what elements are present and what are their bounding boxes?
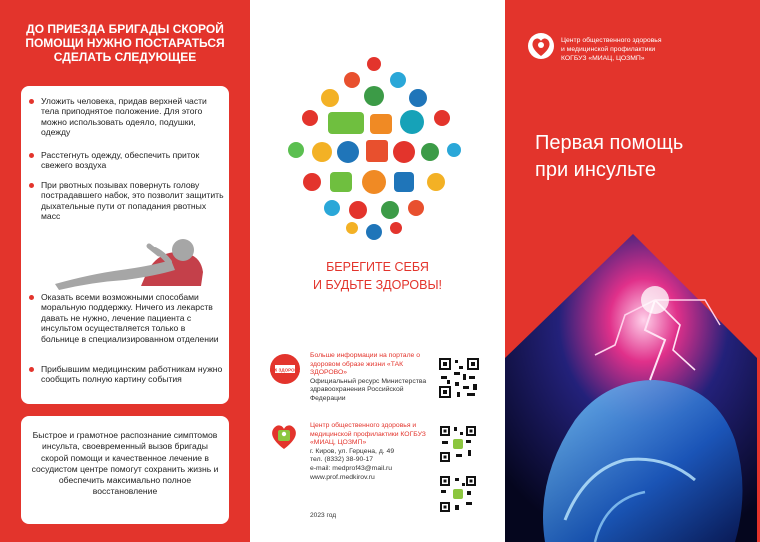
center-email: e-mail: medprof43@mail.ru <box>310 464 393 472</box>
qr-code <box>438 424 478 464</box>
organization-name-line: и медицинской профилактики <box>561 45 656 53</box>
center-address: г. Киров, ул. Герцена, д. 49 <box>310 447 395 455</box>
brochure-title <box>535 130 745 184</box>
instructions-card <box>21 86 229 404</box>
left-panel <box>0 0 250 542</box>
instruction-item <box>29 150 225 171</box>
svg-text:ТАК ЗДОРОВО: ТАК ЗДОРОВО <box>270 367 300 373</box>
organization-header <box>527 32 757 62</box>
slogan-line: БЕРЕГИТЕ СЕБЯ <box>326 260 429 274</box>
instruction-item <box>29 292 225 344</box>
organization-name-line: КОГБУЗ «МИАЦ, ЦОЗМП» <box>561 54 645 62</box>
year-label: 2023 год <box>310 512 337 519</box>
center-logo <box>268 420 300 452</box>
instruction-text: Расстегнуть одежду, обеспечить приток свежего воздуха <box>41 150 200 171</box>
slogan-line: И БУДЬТЕ ЗДОРОВЫ! <box>312 278 443 292</box>
healthy-lifestyle-collage <box>286 56 462 242</box>
center-phone: тел. (8332) 38-90-17 <box>310 456 374 464</box>
instruction-item <box>29 364 225 385</box>
portal-info <box>310 352 435 404</box>
portal-official-text: Официальный ресурс Министерства здравоохранения Российской Федерации <box>310 377 427 402</box>
middle-panel <box>250 0 505 542</box>
instruction-text: При рвотных позывах повернуть голову пострадавшего набок, это позволит защитить дыхательные пути от попадания рвотных масс <box>41 180 224 222</box>
bullet-icon <box>29 99 34 104</box>
organization-name-line: Центр общественного здоровья <box>561 37 662 44</box>
right-panel <box>505 0 760 542</box>
center-logo-art <box>268 420 300 452</box>
instructions-heading: ДО ПРИЕЗДА БРИГАДЫ СКОРОЙ ПОМОЩИ НУЖНО ПОСТАРАТЬСЯ СДЕЛАТЬ СЛЕДУЮЩЕЕ <box>25 22 225 64</box>
instruction-text: Прибывшим медицинским работникам нужно сообщить полную картину события <box>41 364 223 385</box>
organization-name <box>561 37 662 63</box>
instruction-text: Оказать всеми возможными способами моральную поддержку. Ничего из лекарств давать не нужно, лечение пациента с инсультом осуществляется только в больнице в специализированном отделении <box>41 292 219 344</box>
instruction-text: Уложить человека, придав верхней части тела приподнятое положение. Для этого можно использовать одеяло, подушки, одежду <box>41 96 207 138</box>
bullet-icon <box>29 153 34 158</box>
title-line: при инсульте <box>535 159 657 181</box>
qr-code <box>437 356 481 400</box>
center-name: Центр общественного здоровья и медицинской профилактики КОГБУЗ «МИАЦ, ЦОЗМП» <box>310 422 426 447</box>
title-line: Первая помощь <box>535 132 684 154</box>
center-site: www.prof.medkirov.ru <box>310 473 375 481</box>
stroke-brain-illustration <box>505 230 760 542</box>
center-contacts <box>310 422 435 482</box>
lying-person-illustration <box>51 224 211 290</box>
portal-more-text: Больше информации на портале о здоровом образе жизни «ТАК ЗДОРОВО» <box>310 352 420 377</box>
instruction-item <box>29 180 225 222</box>
summary-card: Быстрое и грамотное распознание симптомов инсульта, своевременный вызов бригады скорой помощи и качественное лечение в сосудистом центре помогут сохранить жизнь и обеспечить максимально полное восстановление <box>21 416 229 524</box>
tak-zdorovo-logo-art <box>270 354 300 384</box>
tak-zdorovo-logo <box>270 354 300 384</box>
bullet-icon <box>29 295 34 300</box>
qr-code <box>438 474 478 514</box>
bullet-icon <box>29 183 34 188</box>
bullet-icon <box>29 367 34 372</box>
slogan <box>250 258 505 294</box>
center-logo-icon <box>527 32 555 60</box>
instruction-item <box>29 96 225 138</box>
